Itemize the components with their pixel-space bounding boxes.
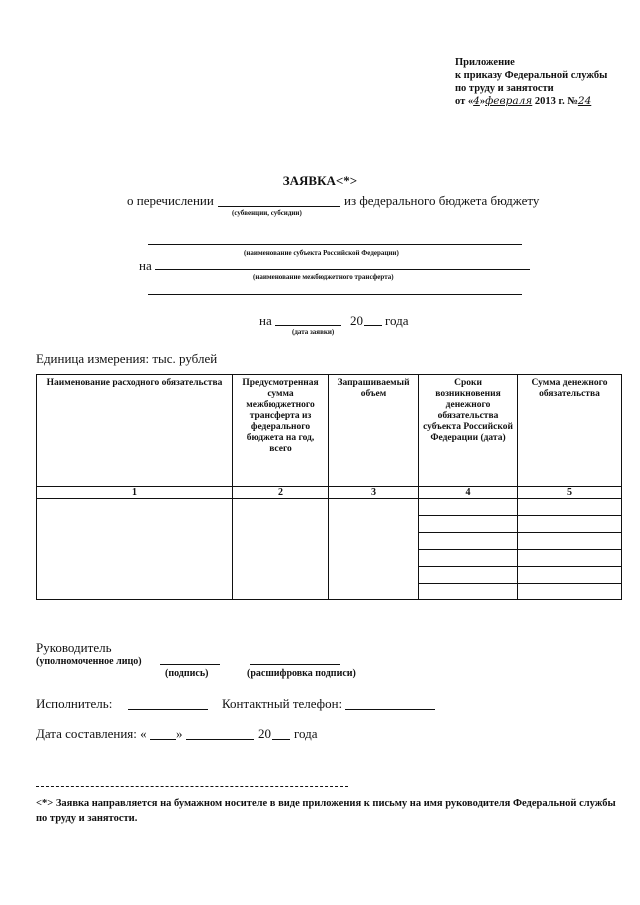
footnote-divider (36, 786, 348, 787)
transfer-name-extra-field[interactable] (148, 294, 522, 295)
cell-obligation-dates[interactable] (419, 499, 518, 600)
compiled-date-suffix: года (294, 726, 318, 741)
appendix-day: 4 (473, 95, 480, 107)
authorized-person-label: (уполномоченное лицо) (36, 656, 142, 667)
transfer-prefix: о перечислении (127, 193, 214, 208)
table-row (37, 499, 622, 600)
request-date-field[interactable] (275, 325, 341, 326)
table-header-row (37, 375, 622, 487)
footnote-text: <*> Заявка направляется на бумажном носителе в виде приложения к письму на имя руководителя Федеральной службы по труду и занятости. (36, 798, 616, 824)
request-year-prefix: 20 (350, 313, 363, 328)
appendix-mid: » (479, 96, 486, 107)
column-number: 1 (37, 487, 233, 499)
appendix-date-line (455, 95, 607, 108)
header-planned-amount: Предусмотренная сумма межбюджетного трансферта из федерального бюджета на год, всего (233, 375, 329, 487)
table-number-row (37, 487, 622, 499)
column-number: 3 (329, 487, 419, 499)
signature-field[interactable] (160, 664, 220, 665)
header-requested-volume: Запрашиваемый объем (329, 375, 419, 487)
transfer-type-field[interactable] (218, 206, 340, 207)
appendix-month: февраля (485, 95, 533, 107)
cell-expense-obligation[interactable] (37, 499, 233, 600)
appendix-line-1: Приложение (455, 57, 515, 68)
subject-field[interactable] (148, 244, 522, 245)
cell-planned-amount[interactable] (233, 499, 329, 600)
transfer-name-prefix: на (139, 258, 152, 273)
phone-field[interactable] (345, 709, 435, 710)
request-date-suffix: года (385, 313, 409, 328)
header-obligation-sum: Сумма денежного обязательства (518, 375, 622, 487)
subject-hint: (наименование субъекта Российской Федерации) (244, 249, 399, 257)
cell-obligation-sum[interactable] (518, 499, 622, 600)
appendix-date-prefix: от « (455, 96, 474, 107)
column-number: 4 (419, 487, 518, 499)
header-expense-obligation: Наименование расходного обязательства (37, 375, 233, 487)
obligation-sum-sublines (518, 499, 621, 599)
compiled-date-label: Дата составления: « (36, 726, 147, 741)
head-label: Руководитель (36, 640, 112, 655)
transfer-type-hint: (субвенции, субсидии) (232, 209, 302, 217)
compiled-year-prefix: 20 (258, 726, 271, 741)
compiled-day-field[interactable] (150, 739, 176, 740)
executor-field[interactable] (128, 709, 208, 710)
appendix-number: 24 (577, 95, 592, 107)
document-title: ЗАЯВКА<*> (282, 173, 358, 188)
appendix-line-2: к приказу Федеральной службы (455, 70, 608, 81)
obligation-dates-sublines (419, 499, 517, 599)
transfer-name-hint: (наименование межбюджетного трансферта) (253, 273, 394, 281)
appendix-header (455, 56, 607, 108)
compiled-year-field[interactable] (272, 739, 290, 740)
header-obligation-dates: Сроки возникновения денежного обязательства субъекта Российской Федерации (дата) (419, 375, 518, 487)
request-year-field[interactable] (364, 325, 382, 326)
signature-decode-hint: (расшифровка подписи) (247, 668, 356, 679)
transfer-suffix: из федерального бюджета бюджету (344, 193, 540, 208)
transfer-name-field[interactable] (155, 269, 530, 270)
request-date-prefix: на (259, 313, 272, 328)
appendix-year: 2013 г. № (534, 96, 578, 107)
executor-label: Исполнитель: (36, 696, 113, 711)
signature-hint: (подпись) (165, 668, 209, 679)
unit-of-measure: Единица измерения: тыс. рублей (36, 351, 218, 366)
appendix-line-3: по труду и занятости (455, 83, 554, 94)
column-number: 5 (518, 487, 622, 499)
signature-decode-field[interactable] (250, 664, 340, 665)
compiled-month-field[interactable] (186, 739, 254, 740)
cell-requested-volume[interactable] (329, 499, 419, 600)
request-table (36, 374, 622, 600)
phone-label: Контактный телефон: (222, 696, 343, 711)
compiled-date-close: » (176, 726, 183, 741)
column-number: 2 (233, 487, 329, 499)
request-date-hint: (дата заявки) (292, 328, 335, 336)
